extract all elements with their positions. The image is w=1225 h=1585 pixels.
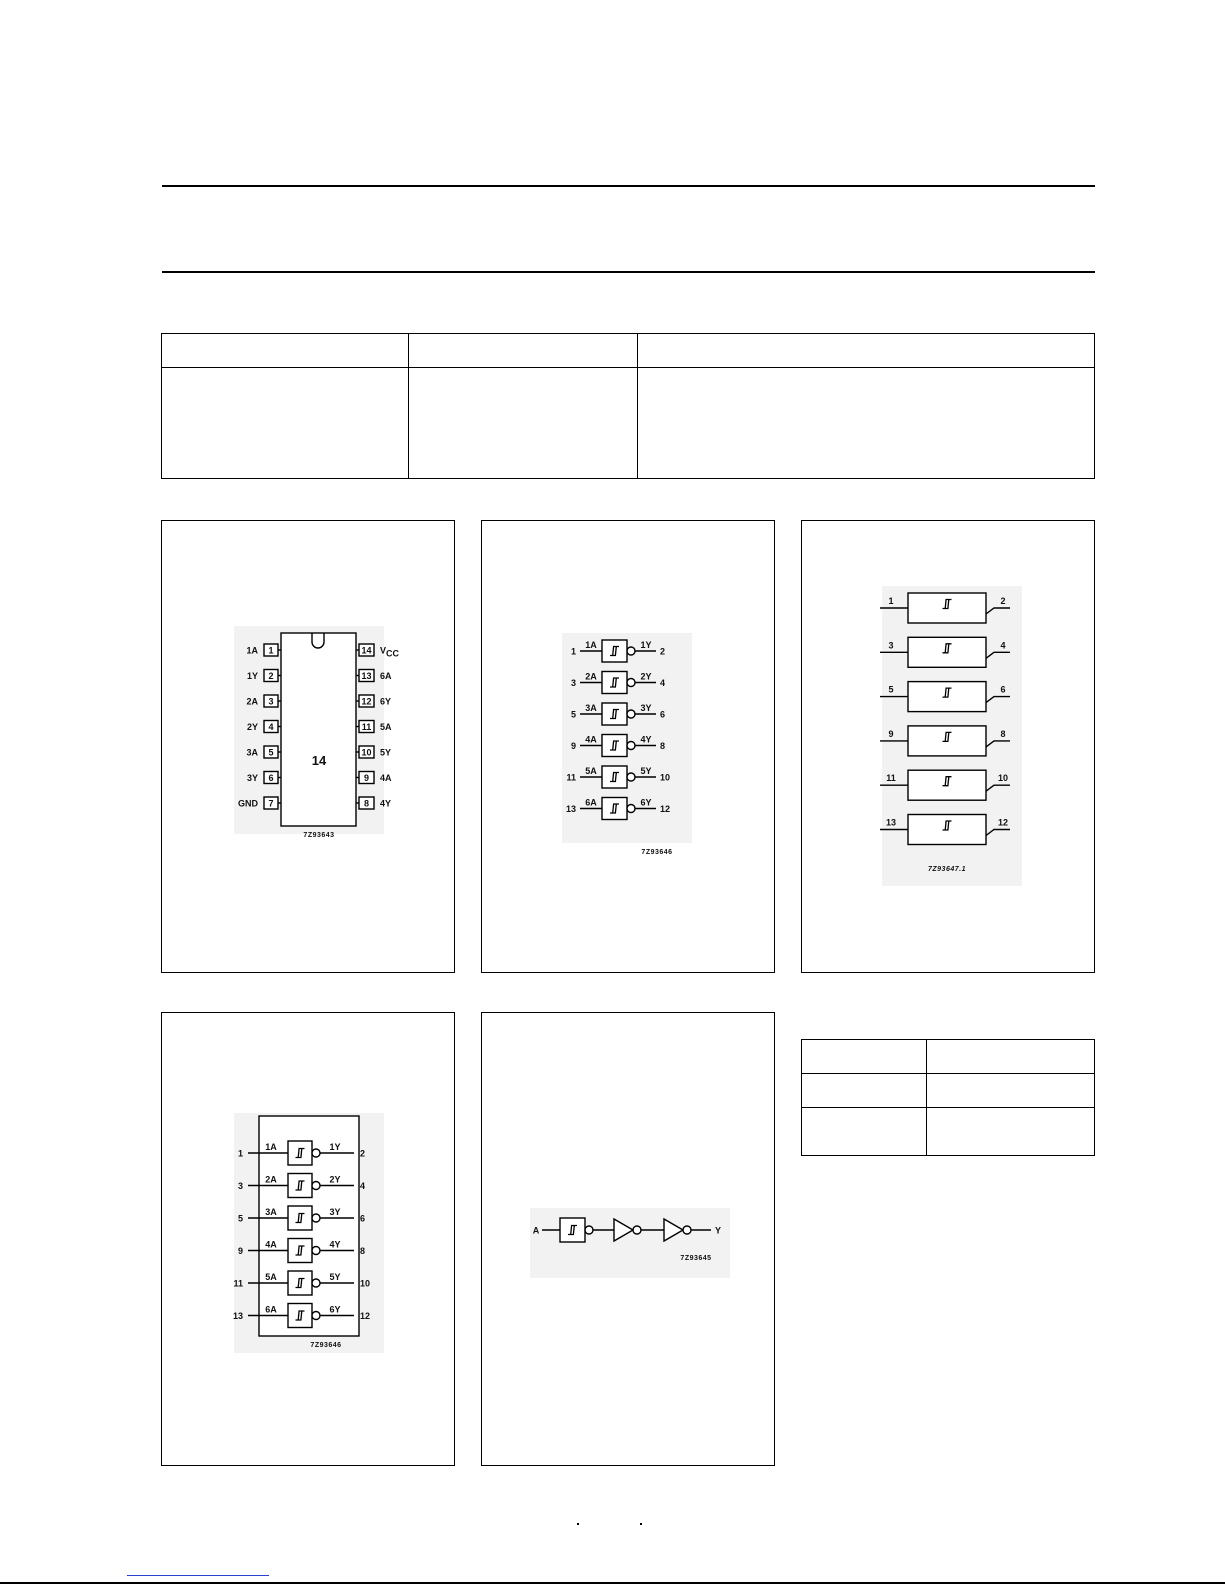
output-pin-number: 2 (360, 1148, 366, 1159)
input-name: 2A (585, 671, 597, 682)
gate-box (288, 1141, 312, 1165)
input-pin-number: 3 (570, 678, 576, 688)
input-pin-number: 1 (570, 646, 576, 657)
input-name: 1A (585, 640, 597, 650)
inversion-bubble (627, 679, 635, 687)
logic-diagram (482, 1013, 776, 1467)
pin-number: 14 (361, 645, 372, 656)
output-pin-number: 8 (1000, 728, 1006, 739)
input-name: 1A (265, 1142, 277, 1152)
pin-number: 13 (361, 671, 372, 681)
inversion-bubble (627, 805, 635, 813)
iec-logic-symbol-diagram (802, 521, 1096, 974)
pin-name: 1A (246, 645, 258, 656)
input-name: 6A (585, 797, 597, 808)
input-pin-number: 5 (888, 684, 894, 695)
pin-description-table (161, 333, 1095, 479)
gate-box (288, 1174, 312, 1198)
figure-code: 7Z93646 (641, 849, 673, 856)
input-label: A (532, 1225, 540, 1236)
function-table (801, 1039, 1095, 1156)
input-pin-number: 5 (570, 709, 576, 720)
table-cell (638, 368, 1095, 479)
output-pin-number: 10 (997, 773, 1009, 784)
pin-name: 4A (380, 773, 392, 783)
output-name: 1Y (640, 640, 652, 650)
inversion-bubble (683, 1226, 691, 1234)
pin-name: VCC (380, 645, 400, 659)
inversion-bubble (312, 1214, 320, 1222)
inversion-bubble (627, 773, 635, 781)
inversion-bubble (312, 1247, 320, 1255)
output-name: 4Y (640, 734, 652, 745)
inversion-bubble (312, 1279, 320, 1287)
pin-name: 6Y (380, 696, 392, 707)
figure-code: 7Z93645 (680, 1255, 712, 1262)
pin-configuration-panel (161, 520, 455, 973)
figure-code: 7Z93646 (310, 1342, 342, 1349)
pin-name: 2Y (246, 722, 258, 732)
input-pin-number: 13 (565, 804, 576, 814)
schmitt-gate-box (560, 1218, 585, 1242)
input-pin-number: 3 (237, 1181, 243, 1191)
input-name: 5A (585, 766, 597, 776)
logic-symbol-diagram (482, 521, 776, 974)
pin-name: 4Y (380, 798, 392, 809)
gate-box (602, 672, 627, 694)
functional-diagram-panel (161, 1012, 455, 1466)
inversion-bubble (627, 647, 635, 655)
output-pin-number: 4 (1000, 640, 1006, 651)
inversion-bubble (312, 1182, 320, 1190)
footer-dot (640, 1523, 642, 1525)
figure-code: 7Z93643 (303, 832, 335, 839)
input-name: 4A (585, 734, 597, 745)
gate-box (288, 1239, 312, 1263)
input-pin-number: 1 (237, 1148, 243, 1159)
table-header-cell (802, 1040, 927, 1074)
output-name: 6Y (640, 797, 652, 808)
pin-name: 3A (246, 747, 258, 758)
input-pin-number: 5 (237, 1213, 243, 1224)
output-name: 6Y (329, 1304, 341, 1315)
table-cell (802, 1074, 927, 1108)
output-pin-number: 2 (1000, 596, 1006, 606)
output-pin-number: 8 (660, 741, 666, 751)
inversion-bubble (627, 742, 635, 750)
pin-name: 5Y (380, 747, 392, 758)
input-pin-number: 11 (233, 1278, 243, 1289)
output-pin-number: 12 (660, 804, 671, 814)
input-pin-number: 9 (237, 1246, 243, 1256)
logic-symbol-panel (481, 520, 775, 973)
output-label: Y (714, 1225, 722, 1236)
input-pin-number: 9 (570, 741, 576, 751)
inversion-bubble (627, 710, 635, 718)
output-name: 3Y (329, 1207, 341, 1217)
input-pin-number: 9 (888, 728, 894, 739)
output-pin-number: 4 (360, 1181, 366, 1191)
output-name: 4Y (329, 1239, 341, 1250)
pin-name: 3Y (246, 773, 258, 783)
pin-name: 2A (246, 696, 258, 707)
output-pin-number: 12 (997, 817, 1009, 828)
pin-number: 7 (268, 798, 274, 809)
output-name: 2Y (329, 1174, 341, 1185)
pin-number: 6 (268, 773, 274, 783)
ic-pin-count: 14 (311, 753, 327, 768)
footer-rule (0, 1582, 1225, 1584)
pin-number: 12 (361, 696, 372, 707)
pin-number: 9 (363, 773, 370, 783)
pin-configuration-diagram (162, 521, 456, 974)
pin-name: 5A (380, 722, 392, 732)
output-pin-number: 4 (660, 678, 666, 688)
input-name: 3A (265, 1207, 277, 1217)
figure-code: 7Z93647.1 (928, 866, 966, 873)
pin-name: 1Y (246, 671, 258, 681)
pin-number: 11 (361, 722, 372, 732)
output-pin-number: 12 (360, 1311, 371, 1321)
inversion-bubble (312, 1312, 320, 1320)
pin-number: 3 (268, 696, 274, 707)
pin-number: 2 (268, 671, 274, 681)
header-top-rule (162, 185, 1095, 187)
output-pin-number: 8 (360, 1246, 366, 1256)
functional-diagram (162, 1013, 456, 1467)
pin-number: 5 (268, 747, 274, 758)
header-bottom-rule (162, 271, 1095, 273)
gate-box (602, 798, 627, 820)
gate-box (288, 1304, 312, 1328)
output-name: 2Y (640, 671, 652, 682)
table-header-cell (162, 334, 409, 368)
pin-number: 1 (268, 645, 274, 656)
iec-logic-symbol-panel (801, 520, 1095, 973)
inversion-bubble (633, 1226, 641, 1234)
table-cell (927, 1108, 1095, 1156)
pin-number: 10 (361, 747, 372, 758)
input-pin-number: 1 (888, 596, 894, 606)
pin-number: 8 (363, 798, 370, 809)
table-cell (162, 368, 409, 479)
input-name: 5A (265, 1272, 277, 1282)
table-cell (927, 1074, 1095, 1108)
pin-name-subscript: CC (386, 648, 400, 659)
gate-box (288, 1271, 312, 1295)
gate-box (602, 735, 627, 757)
input-pin-number: 3 (888, 640, 894, 651)
table-header-cell (409, 334, 638, 368)
output-pin-number: 10 (360, 1278, 371, 1289)
output-pin-number: 10 (660, 772, 671, 783)
output-name: 5Y (329, 1272, 341, 1282)
output-pin-number: 6 (660, 709, 666, 720)
ic-body (281, 633, 356, 826)
footer-link-underline[interactable] (127, 1575, 269, 1576)
input-name: 2A (265, 1174, 277, 1185)
input-name: 3A (585, 703, 597, 713)
inversion-bubble (585, 1226, 593, 1234)
input-pin-number: 11 (886, 773, 896, 784)
logic-diagram-panel (481, 1012, 775, 1466)
table-cell (802, 1108, 927, 1156)
pin-name: 6A (380, 671, 392, 681)
output-pin-number: 2 (660, 646, 666, 657)
input-name: 4A (265, 1239, 277, 1250)
output-pin-number: 6 (360, 1213, 366, 1224)
output-name: 5Y (640, 766, 652, 776)
gate-box (602, 766, 627, 788)
pin-number: 4 (268, 722, 274, 732)
input-name: 6A (265, 1304, 277, 1315)
inversion-bubble (312, 1149, 320, 1157)
gate-box (602, 640, 627, 662)
output-name: 1Y (329, 1142, 341, 1152)
pin-name: GND (238, 798, 258, 809)
input-pin-number: 13 (232, 1311, 243, 1321)
gate-box (602, 703, 627, 725)
input-pin-number: 13 (885, 817, 897, 828)
input-pin-number: 11 (566, 772, 576, 783)
table-header-cell (927, 1040, 1095, 1074)
gate-box (288, 1206, 312, 1230)
footer-dot (577, 1523, 579, 1525)
table-header-cell (638, 334, 1095, 368)
output-name: 3Y (640, 703, 652, 713)
output-pin-number: 6 (1000, 684, 1006, 695)
table-cell (409, 368, 638, 479)
